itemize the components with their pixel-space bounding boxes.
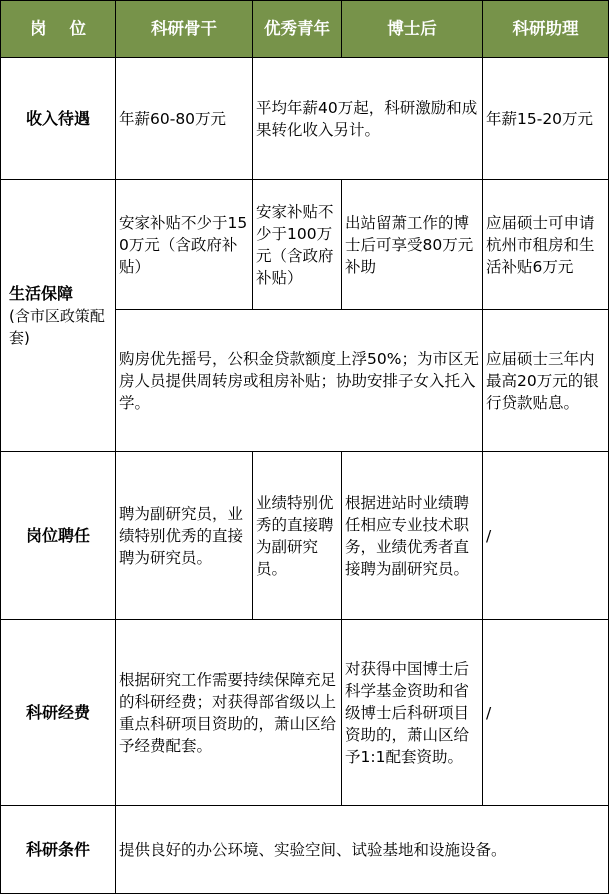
security-postdoc: 出站留萧工作的博士后可享受80万元补助 <box>342 180 483 310</box>
row-funding <box>1 620 609 806</box>
header-outstanding-youth: 优秀青年 <box>253 1 342 58</box>
security-housing-shared: 购房优先摇号，公积金贷款额度上浮50%；为市区无房人员提供周转房或租房补贴；协助安排子女入托入学。 <box>116 310 483 452</box>
header-research-assistant: 科研助理 <box>483 1 609 58</box>
income-assistant: 年薪15-20万元 <box>483 58 609 180</box>
income-youth-postdoc: 平均年薪40万起，科研激励和成果转化收入另计。 <box>253 58 483 180</box>
row-income <box>1 58 609 180</box>
appointment-backbone: 聘为副研究员，业绩特别优秀的直接聘为研究员。 <box>116 452 253 620</box>
row-security-1 <box>1 180 609 310</box>
appointment-postdoc: 根据进站时业绩聘任相应专业技术职务，业绩优秀者直接聘为副研究员。 <box>342 452 483 620</box>
row-label-appointment: 岗位聘任 <box>1 452 116 620</box>
funding-postdoc: 对获得中国博士后科学基金资助和省级博士后科研项目资助的，萧山区给予1:1配套资助。 <box>342 620 483 806</box>
header-row <box>1 1 609 58</box>
security-youth: 安家补贴不少于100万元（含政府补贴） <box>253 180 342 310</box>
security-assistant-loan: 应届硕士三年内最高20万元的银行贷款贴息。 <box>483 310 609 452</box>
row-label-funding: 科研经费 <box>1 620 116 806</box>
funding-assistant: / <box>483 620 609 806</box>
row-label-security-sub: (含市区政策配套) <box>9 306 105 347</box>
security-backbone: 安家补贴不少于150万元（含政府补贴） <box>116 180 253 310</box>
header-postdoc: 博士后 <box>342 1 483 58</box>
security-assistant-subsidy: 应届硕士可申请杭州市租房和生活补贴6万元 <box>483 180 609 310</box>
header-research-backbone: 科研骨干 <box>116 1 253 58</box>
row-label-conditions: 科研条件 <box>1 806 116 894</box>
appointment-assistant: / <box>483 452 609 620</box>
row-conditions <box>1 806 609 894</box>
row-appointment <box>1 452 609 620</box>
funding-backbone-youth: 根据研究工作需要持续保障充足的科研经费；对获得部省级以上重点科研项目资助的，萧山区给予经费配套。 <box>116 620 342 806</box>
appointment-youth: 业绩特别优秀的直接聘为副研究员。 <box>253 452 342 620</box>
header-position: 岗 位 <box>1 1 116 58</box>
conditions-all: 提供良好的办公环境、实验空间、试验基地和设施设备。 <box>116 806 609 894</box>
row-label-income: 收入待遇 <box>1 58 116 180</box>
row-label-security <box>1 180 116 452</box>
row-label-security-title: 生活保障 <box>9 283 74 303</box>
income-backbone: 年薪60-80万元 <box>116 58 253 180</box>
